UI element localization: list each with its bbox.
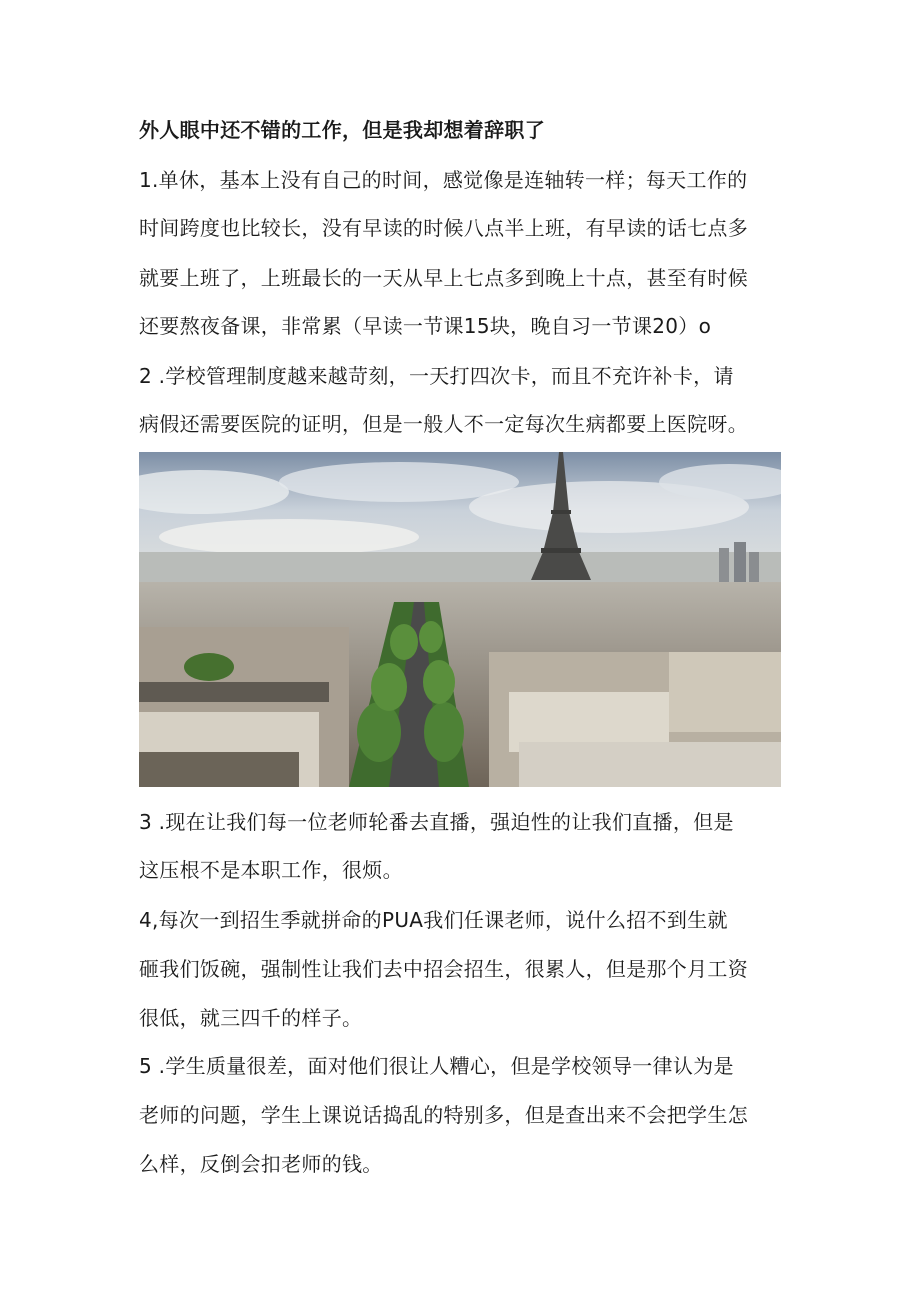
paragraph-1-line-2: 时间跨度也比较长，没有早读的时候八点半上班，有早读的话七点多 [139, 216, 748, 240]
document-title: 外人眼中还不错的工作，但是我却想着辞职了 [139, 118, 545, 142]
paragraph-5-line-1: 5 .学生质量很差，面对他们很让人糟心，但是学校领导一律认为是 [139, 1054, 734, 1078]
paragraph-1-line-1: 1.单休，基本上没有自己的时间，感觉像是连轴转一样；每天工作的 [139, 168, 748, 192]
paragraph-3-line-2: 这压根不是本职工作，很烦。 [139, 858, 403, 882]
paris-eiffel-tower-photo [139, 452, 781, 787]
paragraph-1-line-4: 还要熬夜备课，非常累（早读一节课15块，晚自习一节课20）o [139, 314, 712, 338]
paragraph-3-line-1: 3 .现在让我们每一位老师轮番去直播，强迫性的让我们直播，但是 [139, 810, 734, 834]
paragraph-4-line-3: 很低，就三四千的样子。 [139, 1006, 363, 1030]
paragraph-4-line-2: 砸我们饭碗，强制性让我们去中招会招生，很累人，但是那个月工资 [139, 957, 748, 981]
paragraph-2-line-1: 2 .学校管理制度越来越苛刻，一天打四次卡，而且不充许补卡，请 [139, 364, 734, 388]
paragraph-4-line-1: 4,每次一到招生季就拼命的PUA我们任课老师，说什么招不到生就 [139, 908, 728, 932]
paragraph-2-line-2: 病假还需要医院的证明，但是一般人不一定每次生病都要上医院呀。 [139, 412, 748, 436]
paragraph-1-line-3: 就要上班了，上班最长的一天从早上七点多到晚上十点，甚至有时候 [139, 266, 748, 290]
paragraph-5-line-2: 老师的问题，学生上课说话捣乱的特别多，但是查出来不会把学生怎 [139, 1103, 748, 1127]
paragraph-5-line-3: 么样，反倒会扣老师的钱。 [139, 1152, 383, 1176]
